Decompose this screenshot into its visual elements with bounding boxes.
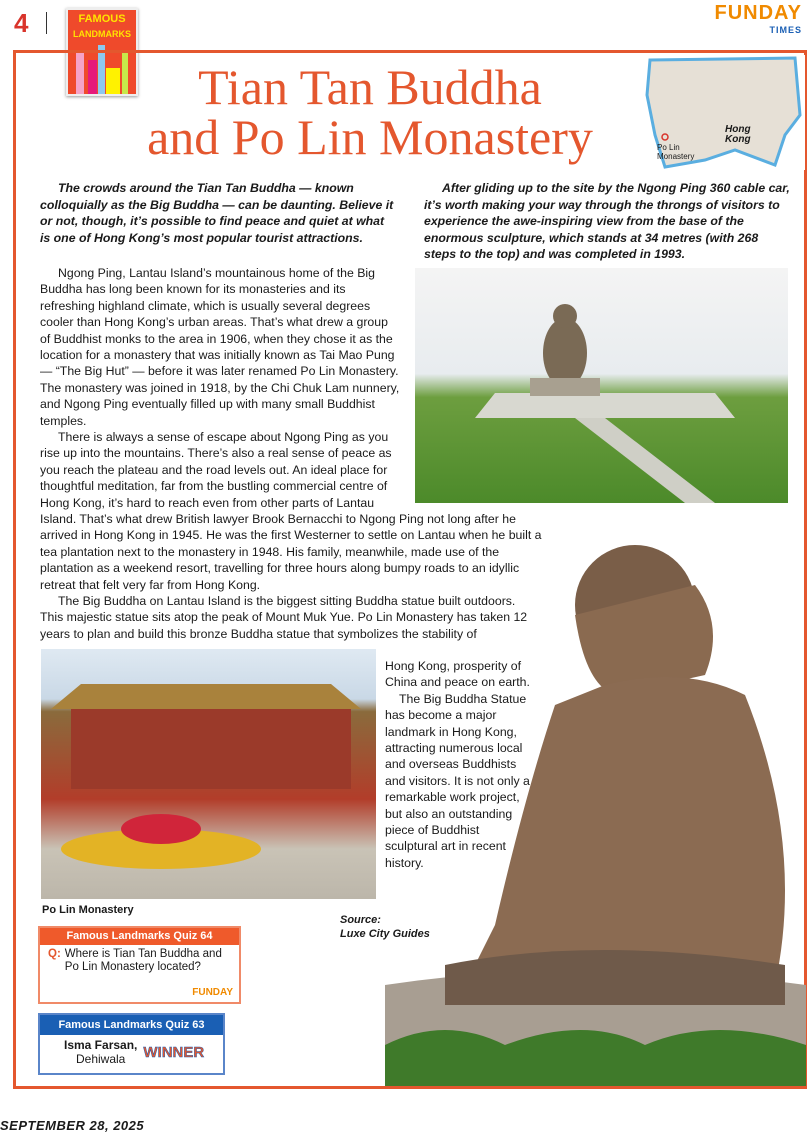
po-lin-monastery-photo [41,649,376,899]
quiz-64-title: Famous Landmarks Quiz 64 [40,928,239,945]
buddha-hill-photo [415,268,788,503]
intro-right: After gliding up to the site by the Ngong Ping 360 cable car, it’s worth making your way through the throngs of visitors to experience the awe-inspiring view from the base of the enormous sculpture, which stands at 34 metres (with 268 steps to the top) and was completed in 1993. [424,181,790,261]
quiz-question: Where is Tian Tan Buddha and Po Lin Monastery located? [64,948,222,973]
quiz-64-box [38,926,241,1004]
page-number: 4 [14,8,29,38]
page-title: Tian Tan Buddha and Po Lin Monastery [147,59,593,165]
source-credit: Source: Luxe City Guides [340,914,430,940]
paragraph: Ngong Ping, Lantau Island’s mountainous home of the Big Buddha has long been known for its monasteries and its refreshing highland climate, which is usually several degrees cooler than Hong Kong’s urban areas. That’s what drew a group of Buddhist monks to the area in 1906, when they chose it as the location for a monastery that was initially known as Tai Mao Pung — “The Big Hut” — before it was later renamed Po Lin Monastery. The monastery was joined in 1918, by the Chi Chuk Lam nunnery, and Ngong Ping eventually filled up with many small Buddhist temples. [40,266,400,428]
divider [46,12,47,34]
paragraph: Hong Kong, prosperity of China and peace on earth. [385,659,530,690]
map-label-po-lin: Po Lin Monastery [657,143,695,161]
winner-town: Dehiwala [76,1052,126,1066]
paragraph: There is always a sense of escape about Ngong Ping as you rise up into the mountains. There’s also a real sense of peace as you reach the plateau and the road levels out. An ideal place for thoughtful meditation, far from the bustling commercial centre of Hong Kong, it’s hard to reach even from other parts of Lantau [40,430,392,510]
hong-kong-map [645,55,805,170]
winner-badge: WINNER [143,1043,205,1061]
big-buddha-statue-image [385,545,806,1086]
map-label-hong-kong: Hong Kong [725,124,751,145]
paragraph: The Big Buddha on Lantau Island is the biggest sitting Buddha statue built outdoors. This majestic statue sits atop the peak of Mount Muk Yue. Po Lin Monastery has taken 12 years to plan and build this bronze Buddha statue that symbolizes the stability of [40,594,528,641]
intro-left: The crowds around the Tian Tan Buddha — known colloquially as the Big Buddha — can be daunting. Believe it or not, though, it’s possible to find peace and quiet at what is one of Hong Kong’s most popular tourist attractions. [40,181,394,245]
funday-times-logo: FUNDAY TIMES [714,2,802,35]
paragraph: Island. That’s what drew British lawyer Brook Bernacchi to Ngong Ping not long after he arrived in Hong Kong in 1945. He was the first Westerner to settle on Lantau when he built a tea plantation next to the monastery in 1948. His family, meanwhile, made use of the plantation as a weekend resort, travelling for three hours along bumpy roads to an idyllic retreat that felt very far from Hong Kong. [40,512,542,592]
quiz-63-box [38,1013,225,1075]
badge-line1: FAMOUS [78,13,126,25]
funday-times-logo-small: FUNDAY [192,987,233,998]
body-column-1 [40,265,400,511]
badge-line2: LANDMARKS [73,29,131,39]
photo-caption: Po Lin Monastery [42,904,134,916]
question-label: Q: [48,948,61,960]
winner-name: Isma Farsan, [64,1038,138,1052]
paragraph: The Big Buddha Statue has become a major landmark in Hong Kong, attracting numerous local and overseas Buddhists and visitors. It is not only a remarkable work project, but also an outstanding piece of Buddhist sculptural art in recent history. [385,691,530,870]
issue-date: SEPTEMBER 28, 2025 [0,1118,145,1133]
quiz-63-title: Famous Landmarks Quiz 63 [40,1015,223,1035]
